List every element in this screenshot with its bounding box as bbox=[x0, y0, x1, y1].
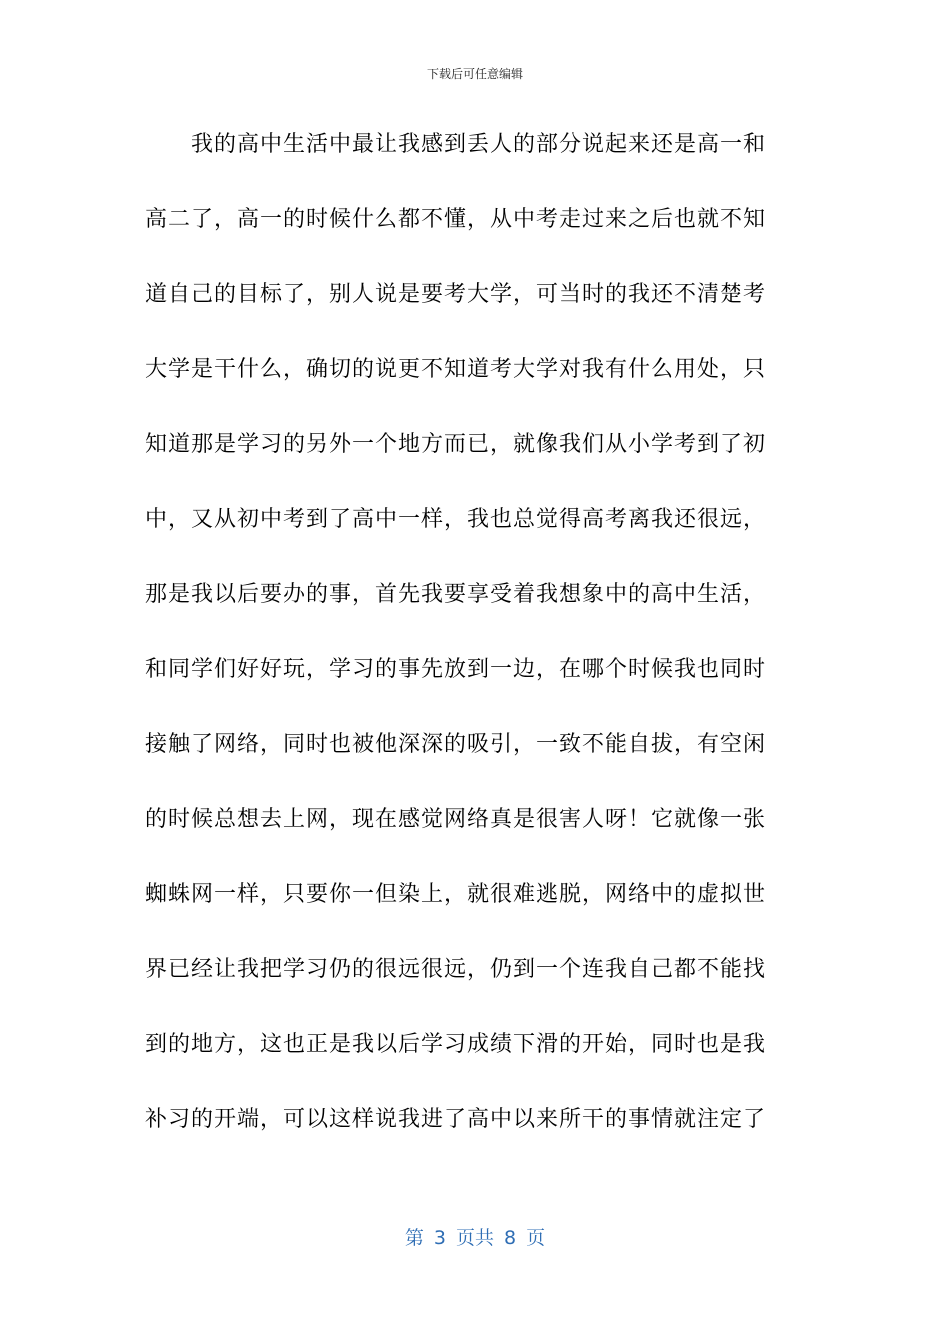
body-line-13: 到的地方，这也正是我以后学习成绩下滑的开始，同时也是我 bbox=[145, 1032, 767, 1057]
footer-current-page: 3 bbox=[433, 1227, 446, 1249]
footer-middle: 页共 bbox=[455, 1227, 494, 1249]
body-line-12: 界已经让我把学习仍的很远很远，仍到一个连我自己都不能找 bbox=[145, 957, 767, 982]
body-line-8: 和同学们好好玩，学习的事先放到一边，在哪个时候我也同时 bbox=[145, 657, 767, 682]
page-header-note: 下载后可任意编辑 bbox=[426, 67, 523, 81]
body-line-1: 我的高中生活中最让我感到丢人的部分说起来还是高一和 bbox=[191, 132, 767, 157]
body-line-6: 中，又从初中考到了高中一样，我也总觉得高考离我还很远， bbox=[145, 507, 767, 532]
page-number-footer bbox=[0, 1226, 950, 1250]
footer-suffix: 页 bbox=[526, 1227, 546, 1249]
body-line-4: 大学是干什么，确切的说更不知道考大学对我有什么用处，只 bbox=[145, 357, 767, 382]
footer-total-pages: 8 bbox=[504, 1227, 517, 1249]
body-line-5: 知道那是学习的另外一个地方而已，就像我们从小学考到了初 bbox=[145, 432, 767, 457]
body-line-11: 蜘蛛网一样，只要你一但染上，就很难逃脱，网络中的虚拟世 bbox=[145, 882, 767, 907]
body-line-10: 的时候总想去上网，现在感觉网络真是很害人呀！它就像一张 bbox=[145, 807, 767, 832]
body-line-3: 道自己的目标了，别人说是要考大学，可当时的我还不清楚考 bbox=[145, 282, 767, 307]
body-line-14: 补习的开端，可以这样说我进了高中以来所干的事情就注定了 bbox=[145, 1107, 767, 1132]
footer-prefix: 第 bbox=[404, 1227, 424, 1249]
body-line-2: 高二了，高一的时候什么都不懂，从中考走过来之后也就不知 bbox=[145, 207, 767, 232]
body-line-7: 那是我以后要办的事，首先我要享受着我想象中的高中生活， bbox=[145, 582, 767, 607]
body-line-9: 接触了网络，同时也被他深深的吸引，一致不能自拔，有空闲 bbox=[145, 732, 767, 757]
document-body bbox=[145, 120, 795, 1170]
